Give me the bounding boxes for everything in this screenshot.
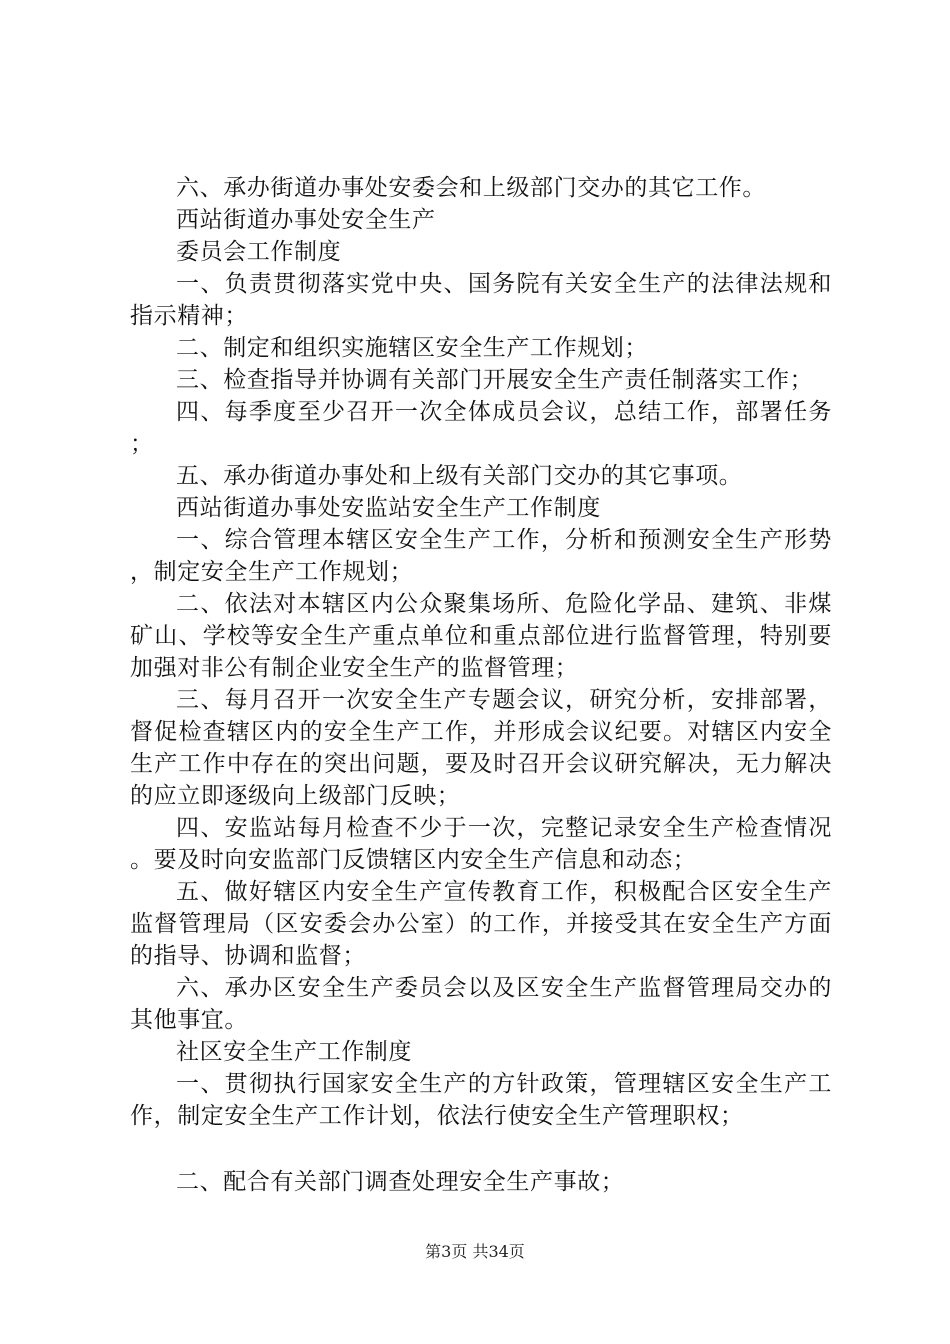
paragraph: 二、配合有关部门调查处理安全生产事故；: [176, 1169, 625, 1195]
paragraph: 五、做好辖区内安全生产宣传教育工作，积极配合区安全生产监督管理局（区安委会办公室）的工作，并接受其在安全生产方面的指导、协调和监督；: [130, 879, 832, 969]
section-heading: 委员会工作制度: [176, 239, 342, 265]
paragraph: 四、每季度至少召开一次全体成员会议，总结工作，部署任务；: [130, 399, 832, 457]
paragraph: 一、综合管理本辖区安全生产工作，分析和预测安全生产形势，制定安全生产工作规划；: [130, 527, 832, 585]
paragraph: 一、贯彻执行国家安全生产的方针政策，管理辖区安全生产工作，制定安全生产工作计划，依法行使安全生产管理职权；: [130, 1071, 832, 1129]
paragraph: 四、安监站每月检查不少于一次，完整记录安全生产检查情况。要及时向安监部门反馈辖区内安全生产信息和动态；: [130, 815, 832, 873]
section-heading: 社区安全生产工作制度: [176, 1039, 412, 1065]
page-indicator: 第3页 共34页: [425, 1242, 525, 1261]
paragraph: 三、每月召开一次安全生产专题会议，研究分析，安排部署，督促检查辖区内的安全生产工作，并形成会议纪要。对辖区内安全生产工作中存在的突出问题，要及时召开会议研究解决，无力解决的应立即逐级向上级部门反映；: [130, 687, 832, 809]
paragraph: 五、承办街道办事处和上级有关部门交办的其它事项。: [176, 463, 743, 489]
page-footer: [0, 1242, 950, 1262]
section-heading: 西站街道办事处安监站安全生产工作制度: [176, 495, 601, 521]
paragraph: 二、制定和组织实施辖区安全生产工作规划；: [176, 335, 648, 361]
document-body: [130, 172, 832, 1198]
paragraph: 六、承办区安全生产委员会以及区安全生产监督管理局交办的其他事宜。: [130, 975, 832, 1033]
paragraph: 一、负责贯彻落实党中央、国务院有关安全生产的法律法规和指示精神；: [130, 271, 832, 329]
paragraph: 六、承办街道办事处安委会和上级部门交办的其它工作。: [176, 175, 766, 201]
paragraph: 三、检查指导并协调有关部门开展安全生产责任制落实工作；: [176, 367, 814, 393]
paragraph: 二、依法对本辖区内公众聚集场所、危险化学品、建筑、非煤矿山、学校等安全生产重点单位和重点部位进行监督管理，特别要加强对非公有制企业安全生产的监督管理；: [130, 591, 832, 681]
section-heading: 西站街道办事处安全生产: [176, 207, 436, 233]
